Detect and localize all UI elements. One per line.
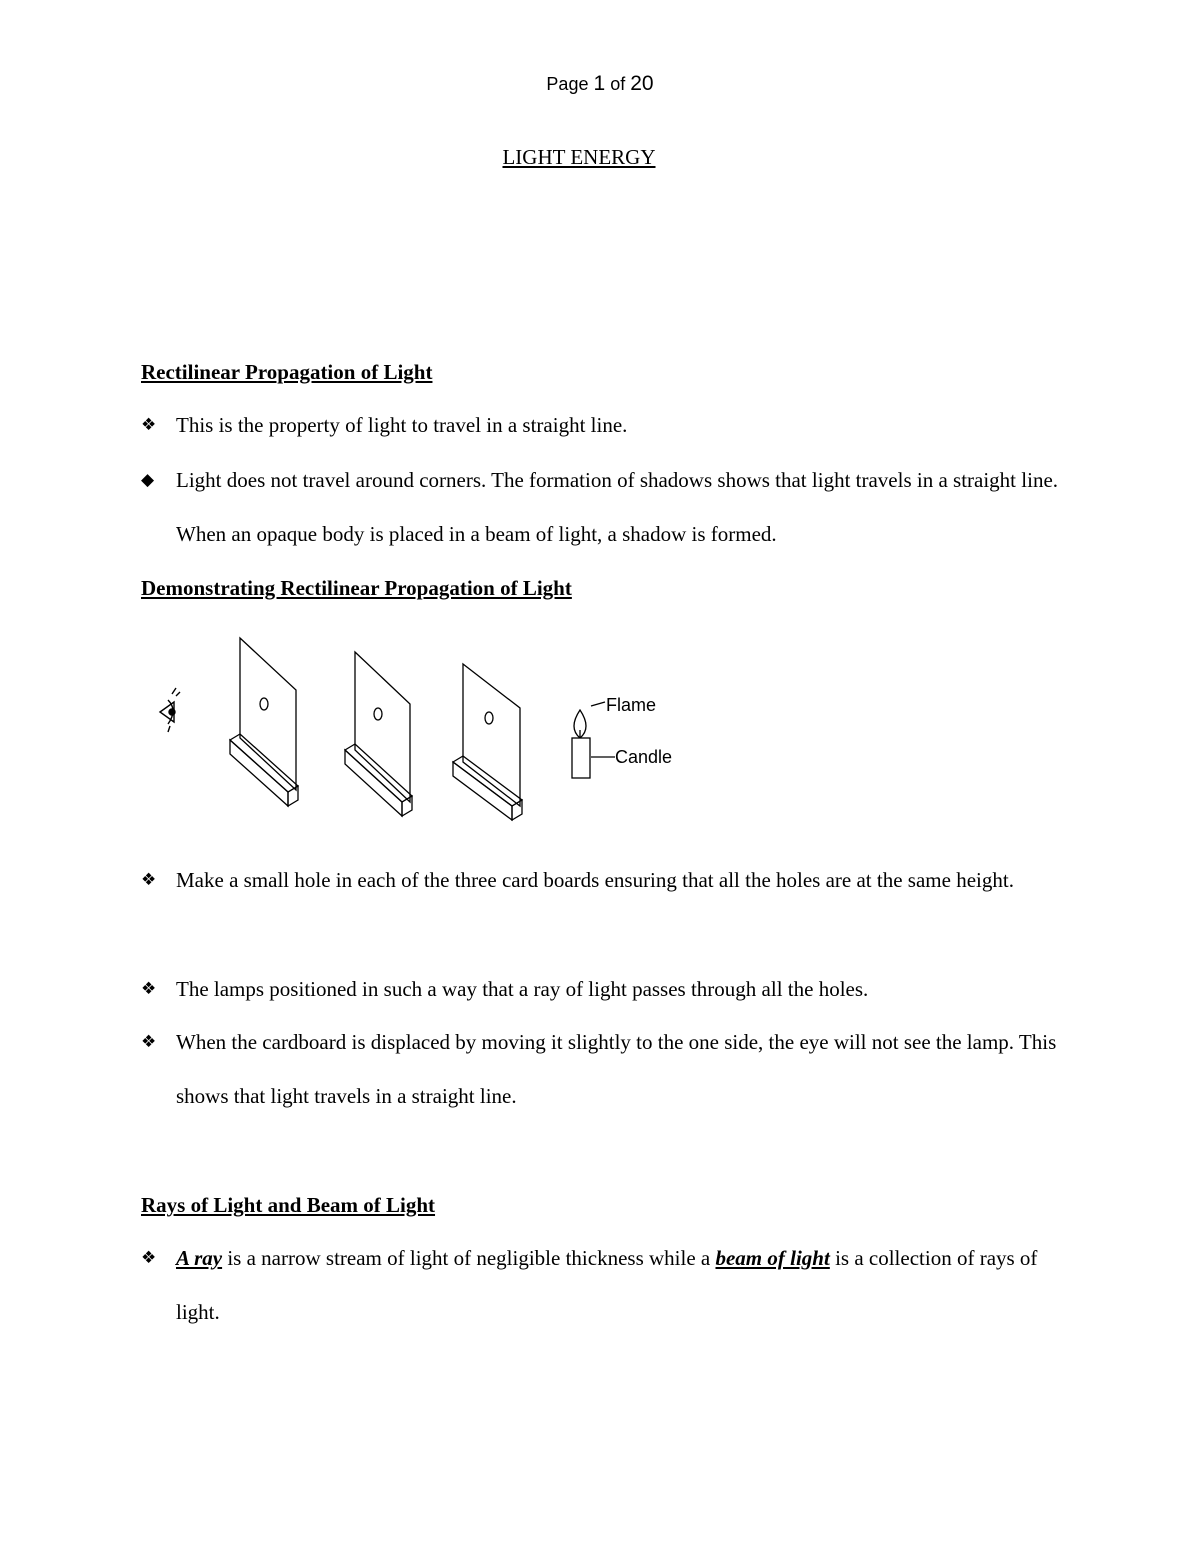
page-header bbox=[0, 72, 1200, 96]
list-item-text bbox=[176, 1231, 1081, 1339]
list-item bbox=[141, 1231, 1081, 1339]
section-heading-rectilinear: Rectilinear Propagation of Light bbox=[141, 360, 433, 384]
document-title: LIGHT ENERGY bbox=[502, 145, 656, 169]
bullet-diamond-icon: ❖ bbox=[141, 415, 157, 435]
page-total: 20 bbox=[630, 72, 654, 95]
bullet-diamond-icon: ❖ bbox=[141, 1032, 157, 1052]
list-item bbox=[141, 1015, 1081, 1123]
list-item-text: When the cardboard is displaced by moving it slightly to the one side, the eye will not see the lamp. This shows that light travels in a straight line. bbox=[176, 1030, 1057, 1108]
rectilinear-propagation-diagram bbox=[150, 630, 710, 830]
list-item bbox=[141, 962, 1081, 1016]
cardboard-screen bbox=[453, 664, 522, 820]
bullet-diamond-icon: ❖ bbox=[141, 1248, 157, 1268]
bullet-solid-diamond-icon: ◆ bbox=[141, 470, 155, 490]
term-ray: A ray bbox=[176, 1246, 223, 1270]
term-beam-of-light: beam of light bbox=[715, 1246, 830, 1270]
definition-middle: is a narrow stream of light of negligible thickness while a bbox=[222, 1246, 716, 1270]
list-item bbox=[141, 853, 1081, 907]
flame-label: Flame bbox=[606, 695, 657, 715]
list-item-text: The lamps positioned in such a way that a ray of light passes through all the holes. bbox=[176, 977, 869, 1001]
cardboard-screen bbox=[230, 638, 298, 806]
list-item bbox=[141, 453, 1081, 561]
of-word: of bbox=[610, 74, 626, 94]
cardboard-screen bbox=[345, 652, 412, 816]
eye-icon bbox=[160, 688, 180, 732]
bullet-diamond-icon: ❖ bbox=[141, 979, 157, 999]
list-item-text: Light does not travel around corners. The formation of shadows shows that light travels in a straight line. When an opaque body is placed in a beam of light, a shadow is formed. bbox=[176, 468, 1059, 546]
section-heading-rays: Rays of Light and Beam of Light bbox=[141, 1193, 436, 1217]
page-number: 1 bbox=[593, 72, 606, 95]
bullet-diamond-icon: ❖ bbox=[141, 870, 157, 890]
definition-end: is a collection of rays of light. bbox=[176, 1246, 1038, 1324]
list-item-text: This is the property of light to travel in a straight line. bbox=[176, 413, 628, 437]
page-prefix: Page bbox=[546, 74, 589, 94]
list-item-text: Make a small hole in each of the three card boards ensuring that all the holes are at the same height. bbox=[176, 868, 1014, 892]
section-heading-demonstrating: Demonstrating Rectilinear Propagation of Light bbox=[141, 576, 572, 600]
list-item bbox=[141, 398, 1081, 452]
candle-label: Candle bbox=[615, 747, 673, 767]
